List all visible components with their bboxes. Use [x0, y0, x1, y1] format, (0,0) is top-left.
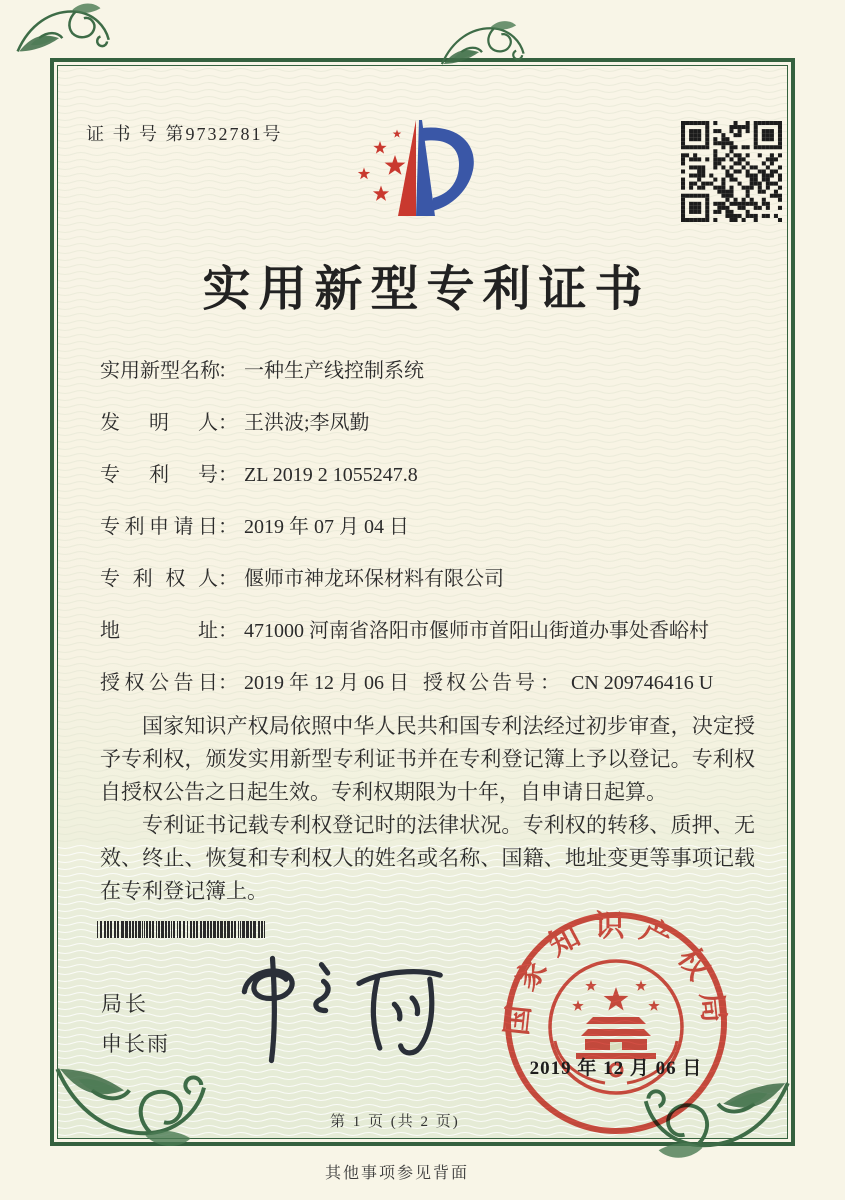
field-row-address: [100, 618, 760, 645]
field-colon: ：: [218, 516, 238, 538]
field-value: ZL 2019 2 1055247.8: [244, 464, 418, 486]
legal-paragraph-1: 国家知识产权局依照中华人民共和国专利法经过初步审查，决定授予专利权，颁发实用新型专利证书并在专利登记簿上予以登记。专利权自授权公告之日起生效。专利权期限为十年，自申请日起算。: [100, 714, 755, 804]
border-flourish-top-left-icon: [14, 0, 114, 58]
field-row-grant: [100, 670, 760, 697]
field-label: 专利权人: [100, 568, 218, 590]
border-flourish-top-middle-icon: [396, 18, 571, 70]
signer-name: 申长雨: [101, 1032, 170, 1056]
field-value: 偃师市神龙环保材料有限公司: [244, 568, 504, 590]
field-row-name: [100, 358, 760, 385]
field-label: 专利申请日: [100, 516, 218, 538]
field-value: 2019 年 12 月 06 日: [244, 672, 409, 694]
official-seal: [499, 906, 733, 1140]
field-grant-number: [423, 670, 713, 697]
field-value: 王洪波;李凤勤: [244, 412, 370, 434]
qr-code: [681, 121, 782, 222]
field-colon: ：: [218, 672, 238, 694]
back-side-note: 其他事项参见背面: [325, 1165, 470, 1182]
field-row-patent-number: [100, 462, 760, 489]
field-label: 专利号: [100, 464, 218, 486]
signer-title: 局长: [101, 992, 149, 1016]
field-colon: ：: [218, 360, 238, 382]
field-value: 2019 年 07 月 04 日: [244, 516, 409, 538]
signature-handwriting: [215, 948, 455, 1073]
field-colon: ：: [218, 412, 238, 434]
field-label: 授权公告号: [423, 672, 538, 694]
field-label: 授权公告日: [100, 672, 218, 694]
seal-ring-text: 国家知识产权局: [500, 910, 732, 1038]
field-label: 发明人: [100, 412, 218, 434]
page-number: 第 1 页 (共 2 页): [330, 1114, 460, 1130]
field-row-filing-date: [100, 514, 760, 541]
field-colon: ：: [218, 464, 238, 486]
certificate-fields: [100, 358, 760, 722]
cnipa-logo-icon: [350, 112, 485, 224]
field-colon: ：: [218, 620, 238, 642]
certificate-number: 证 书 号 第9732781号: [86, 124, 283, 144]
field-label: 实用新型名称: [100, 360, 220, 382]
legal-paragraph-2: 专利证书记载专利权登记时的法律状况。专利权的转移、质押、无效、终止、恢复和专利权人的姓名或名称、国籍、地址变更等事项记载在专利登记簿上。: [100, 813, 755, 903]
field-colon: ：: [540, 672, 560, 694]
barcode: [97, 921, 265, 938]
field-label: 地址: [100, 620, 218, 642]
field-row-patentee: [100, 566, 760, 593]
certificate-title: 实用新型专利证书: [202, 263, 651, 316]
legal-text-block: [100, 710, 755, 908]
field-value: 一种生产线控制系统: [244, 360, 424, 382]
seal-date: 2019 年 12 月 06 日: [529, 1058, 703, 1079]
field-value: CN 209746416 U: [571, 672, 714, 694]
field-colon: ：: [218, 568, 238, 590]
field-row-inventor: [100, 410, 760, 437]
field-value: 471000 河南省洛阳市偃师市首阳山街道办事处香峪村: [244, 620, 709, 642]
